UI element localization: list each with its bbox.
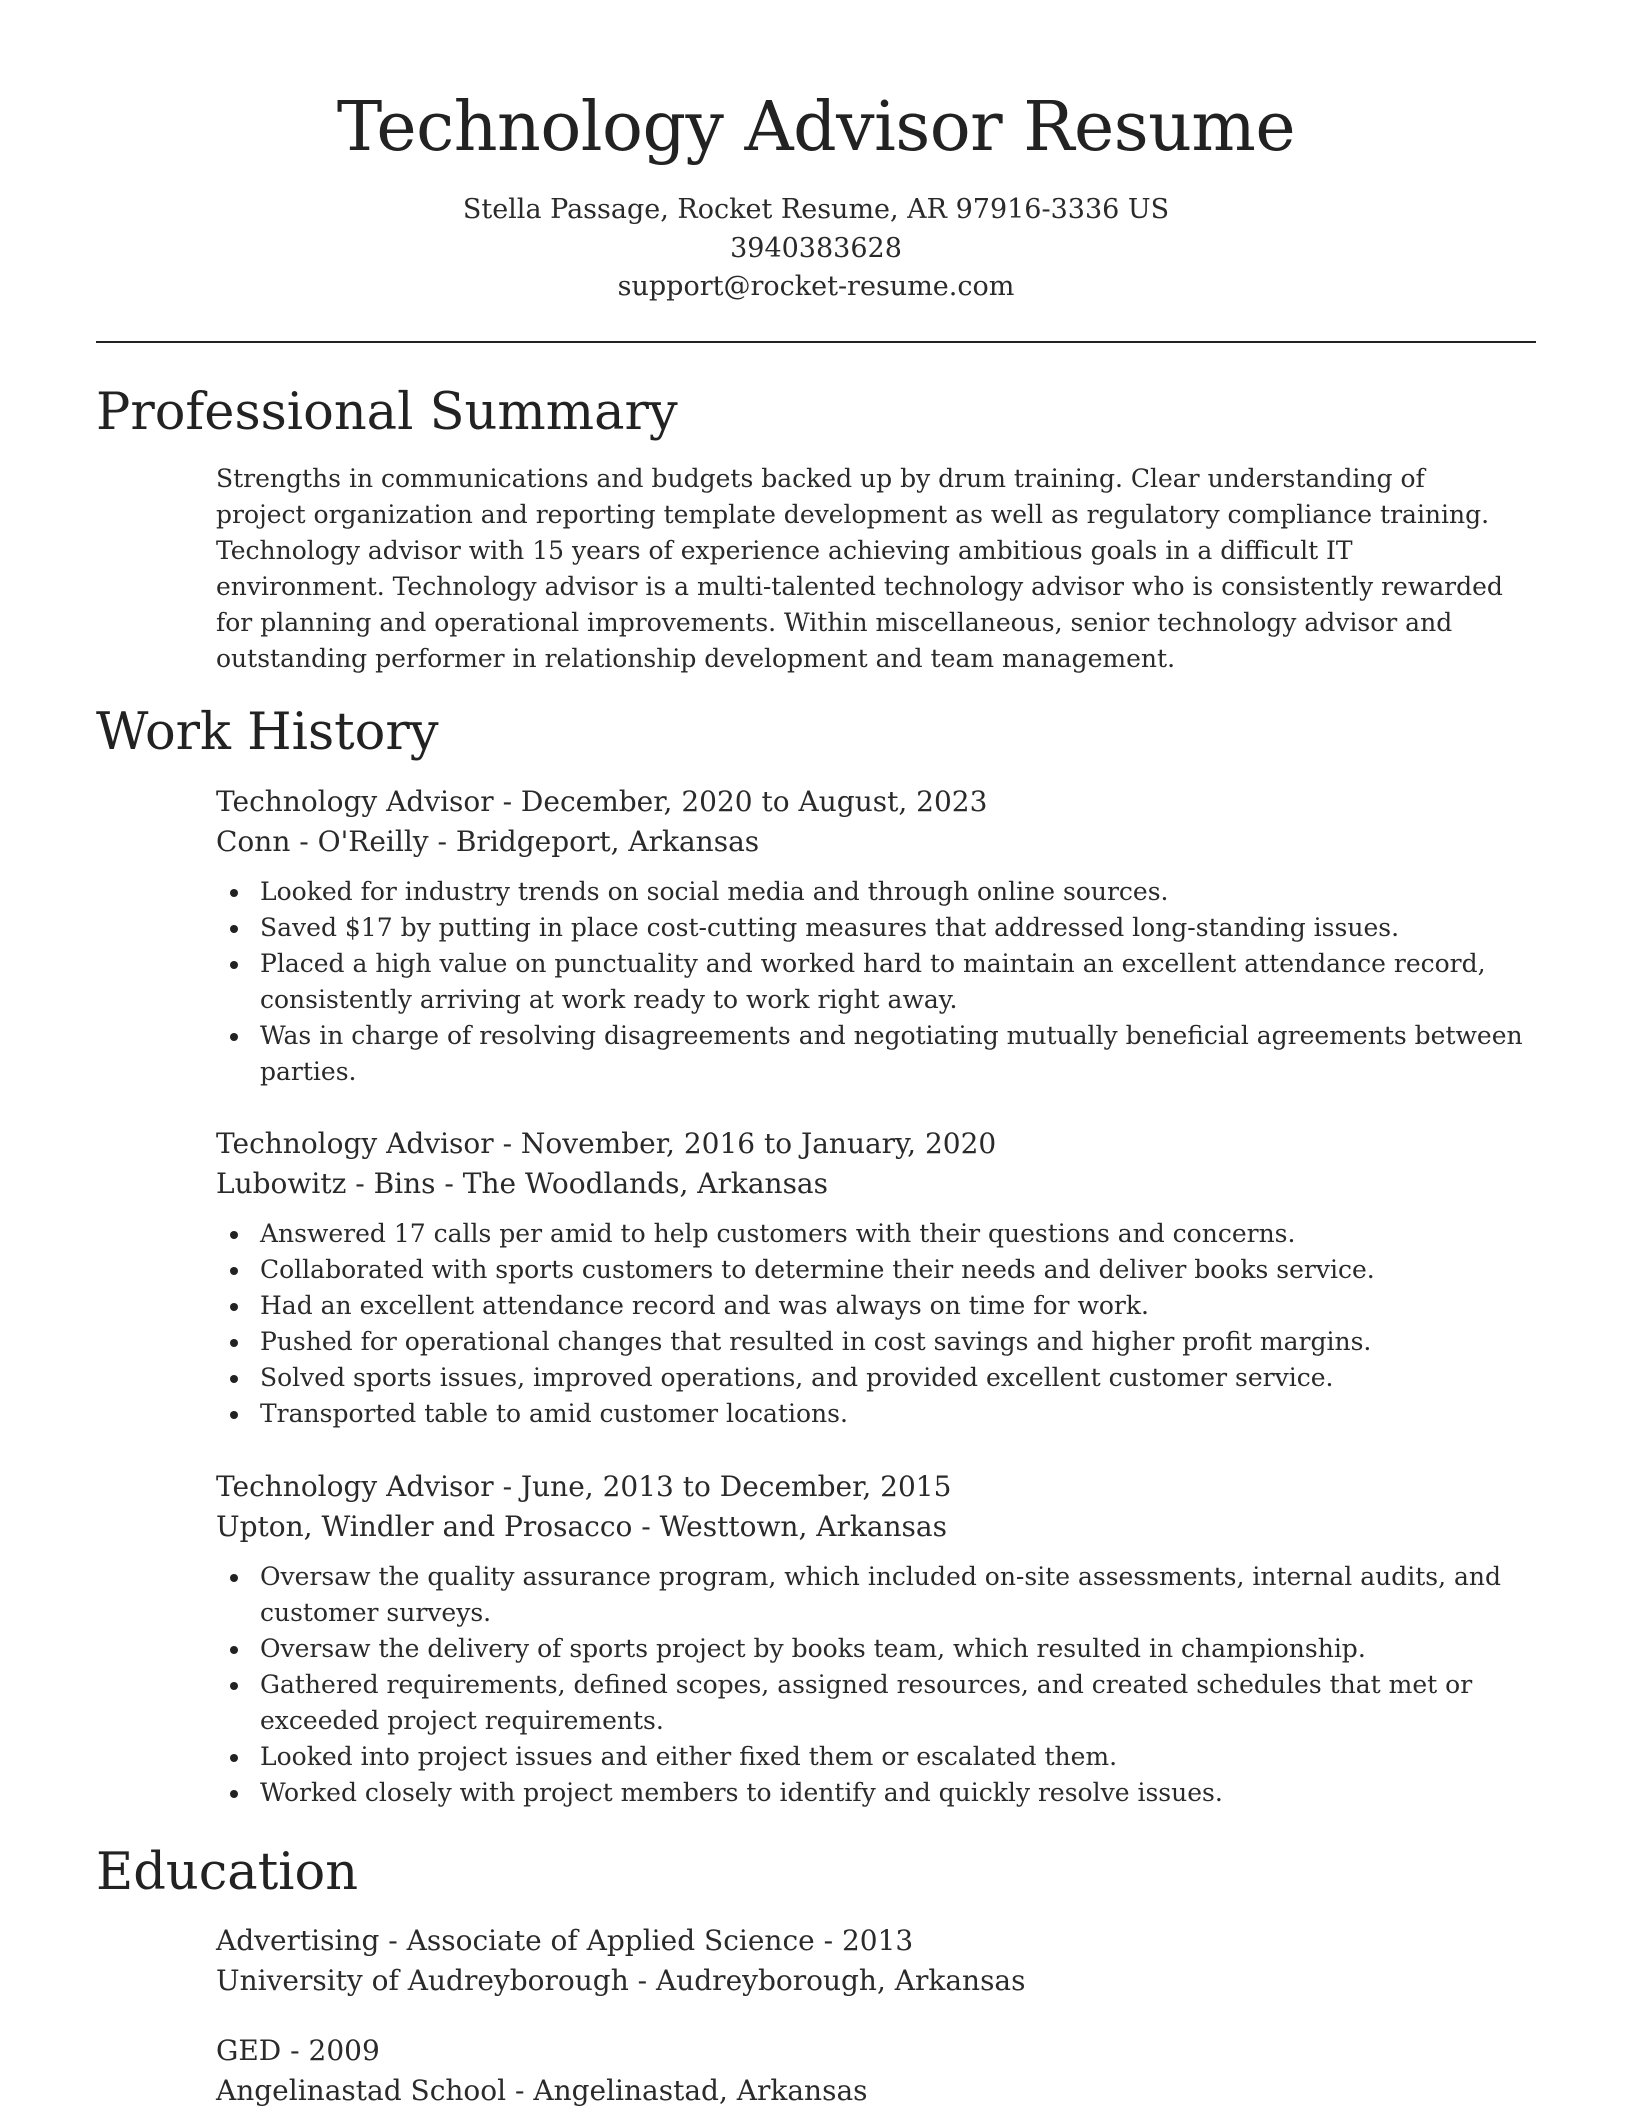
list-item (216, 1018, 1536, 1090)
bullet-text: Gathered requirements, defined scopes, assigned resources, and created schedules that met or exceeded project requirements. (260, 1670, 1473, 1735)
list-item (216, 1396, 1536, 1432)
bullet-text: Oversaw the quality assurance program, which included on-site assessments, internal audits, and customer surveys. (260, 1562, 1501, 1627)
job-title-line: Technology Advisor - December, 2020 to August, 2023 (216, 785, 988, 818)
list-item (216, 1631, 1536, 1667)
section-heading-work-history: Work History (96, 703, 439, 762)
bullet-text: Worked closely with project members to identify and quickly resolve issues. (260, 1778, 1223, 1807)
list-item (216, 1559, 1536, 1631)
job-entry (216, 782, 1536, 1090)
section-heading-education: Education (96, 1843, 359, 1902)
bullet-icon (230, 1754, 238, 1762)
page-title: Technology Advisor Resume (336, 88, 1296, 167)
bullet-icon (230, 961, 238, 969)
contact-address: Stella Passage, Rocket Resume, AR 97916-3336 US (462, 194, 1170, 225)
bullet-text: Oversaw the delivery of sports project by books team, which resulted in championship. (260, 1634, 1366, 1663)
bullet-text: Looked for industry trends on social media and through online sources. (260, 877, 1169, 906)
job-title-line: Technology Advisor - June, 2013 to December, 2015 (216, 1470, 952, 1503)
list-item (216, 1252, 1536, 1288)
list-item (216, 946, 1536, 1018)
bullet-text: Pushed for operational changes that resulted in cost savings and higher profit margins. (260, 1327, 1372, 1356)
bullet-text: Collaborated with sports customers to determine their needs and deliver books service. (260, 1255, 1375, 1284)
bullet-text: Transported table to amid customer locations. (260, 1399, 848, 1428)
bullet-icon (230, 889, 238, 897)
list-item (216, 910, 1536, 946)
summary-text: Strengths in communications and budgets backed up by drum training. Clear understanding of project organization and reporting template development as well as regulatory compliance training. Technology advisor with 15 years of experience achieving ambitious goals in a difficult IT environment. Technology advisor is a multi-talented technology advisor who is consistently rewarded for planning and operational improvements. Within miscellaneous, senior technology advisor and outstanding performer in relationship development and team management. (216, 464, 1503, 673)
section-heading-summary: Professional Summary (96, 383, 678, 442)
list-item (216, 874, 1536, 910)
bullet-text: Solved sports issues, improved operations, and provided excellent customer service. (260, 1363, 1334, 1392)
list-item (216, 1775, 1536, 1811)
list-item (216, 1667, 1536, 1739)
job-bullet-list (216, 1559, 1536, 1811)
bullet-icon (230, 1411, 238, 1419)
bullet-icon (230, 1574, 238, 1582)
bullet-icon (230, 1375, 238, 1383)
bullet-text: Saved $17 by putting in place cost-cutting measures that addressed long-standing issues. (260, 913, 1400, 942)
education-school-line: Angelinastad School - Angelinastad, Arkansas (216, 2074, 868, 2107)
bullet-text: Had an excellent attendance record and was always on time for work. (260, 1291, 1149, 1320)
bullet-icon (230, 1267, 238, 1275)
contact-phone: 3940383628 (730, 233, 902, 264)
bullet-text: Answered 17 calls per amid to help customers with their questions and concerns. (260, 1219, 1296, 1248)
education-degree-line: GED - 2009 (216, 2034, 380, 2067)
bullet-icon (230, 1646, 238, 1654)
job-company-line: Lubowitz - Bins - The Woodlands, Arkansas (216, 1167, 828, 1200)
education-entry (216, 2031, 1536, 2111)
bullet-icon (230, 1339, 238, 1347)
summary-block (216, 461, 1536, 677)
bullet-icon (230, 1790, 238, 1798)
job-entry (216, 1124, 1536, 1432)
bullet-icon (230, 1303, 238, 1311)
job-company-line: Conn - O'Reilly - Bridgeport, Arkansas (216, 825, 760, 858)
resume-header (0, 80, 1632, 176)
job-bullet-list (216, 874, 1536, 1090)
education-school-line: University of Audreyborough - Audreyborough, Arkansas (216, 1964, 1026, 1997)
bullet-text: Placed a high value on punctuality and worked hard to maintain an excellent attendance record, consistently arriving at work ready to work right away. (260, 949, 1486, 1014)
list-item (216, 1216, 1536, 1252)
list-item (216, 1360, 1536, 1396)
job-company-line: Upton, Windler and Prosacco - Westtown, Arkansas (216, 1510, 947, 1543)
job-bullet-list (216, 1216, 1536, 1432)
list-item (216, 1288, 1536, 1324)
bullet-icon (230, 1033, 238, 1041)
education-entry (216, 1921, 1536, 2001)
job-title-line: Technology Advisor - November, 2016 to January, 2020 (216, 1127, 997, 1160)
bullet-icon (230, 1682, 238, 1690)
bullet-text: Was in charge of resolving disagreements and negotiating mutually beneficial agreements between parties. (260, 1021, 1523, 1086)
bullet-icon (230, 925, 238, 933)
contact-email[interactable]: support@rocket-resume.com (617, 271, 1015, 302)
bullet-icon (230, 1231, 238, 1239)
education-degree-line: Advertising - Associate of Applied Science - 2013 (216, 1924, 914, 1957)
bullet-text: Looked into project issues and either fixed them or escalated them. (260, 1742, 1118, 1771)
header-divider (96, 341, 1536, 343)
list-item (216, 1739, 1536, 1775)
job-entry (216, 1467, 1536, 1811)
list-item (216, 1324, 1536, 1360)
